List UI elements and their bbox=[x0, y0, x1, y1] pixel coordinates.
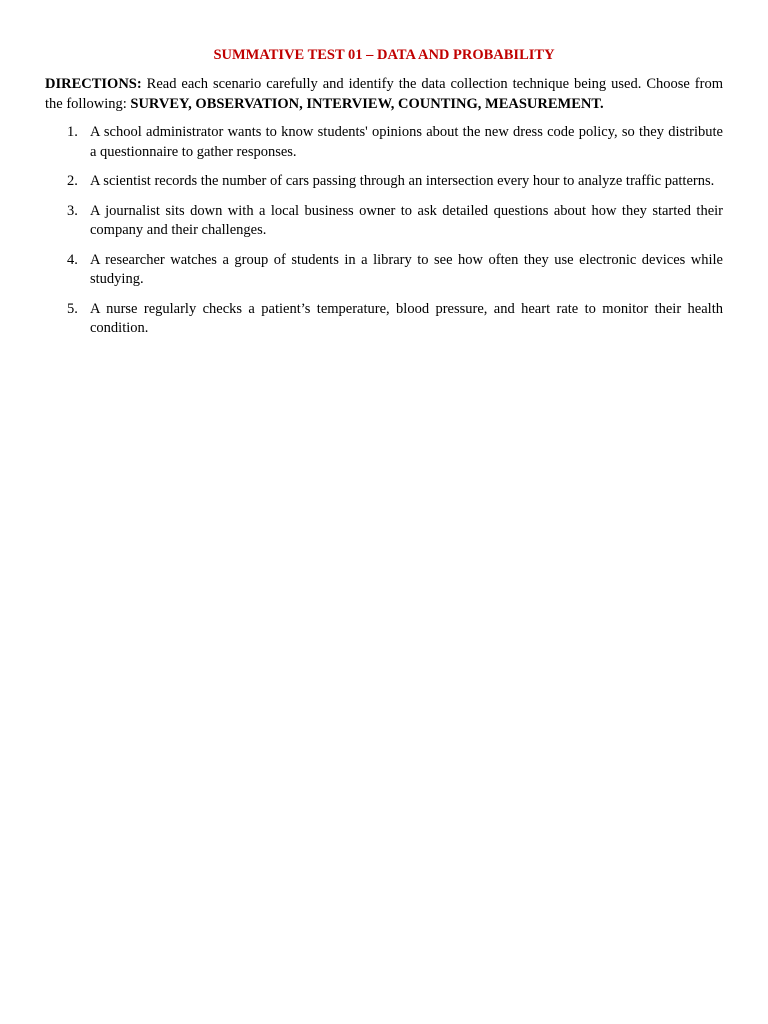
directions-label: DIRECTIONS: bbox=[45, 76, 142, 92]
list-item bbox=[45, 172, 723, 192]
item-number: 4. bbox=[67, 251, 78, 268]
item-text: A researcher watches a group of students in a library to see how often they use electronic devices while studying. bbox=[90, 251, 723, 287]
page-title: SUMMATIVE TEST 01 – DATA AND PROBABILITY bbox=[213, 47, 555, 63]
item-number: 1. bbox=[67, 124, 78, 140]
item-text: A scientist records the number of cars passing through an intersection every hour to analyze traffic patterns. bbox=[90, 173, 715, 189]
directions-text: Read each scenario carefully and identify the data collection technique being used. Choose from the following: bbox=[45, 76, 723, 112]
item-text: A nurse regularly checks a patient’s temperature, blood pressure, and heart rate to monitor their health condition. bbox=[90, 300, 723, 336]
item-number: 3. bbox=[67, 202, 78, 219]
list-item bbox=[45, 300, 723, 339]
list-item bbox=[45, 251, 723, 290]
list-item bbox=[45, 202, 723, 241]
item-number: 2. bbox=[67, 173, 78, 189]
item-text: A journalist sits down with a local business owner to ask detailed questions about how they started their company and their challenges. bbox=[90, 202, 723, 238]
directions-paragraph bbox=[45, 75, 723, 114]
directions-options: SURVEY, OBSERVATION, INTERVIEW, COUNTING, MEASUREMENT. bbox=[130, 95, 604, 112]
item-text: A school administrator wants to know students' opinions about the new dress code policy, so they distribute a questionnaire to gather responses. bbox=[90, 124, 723, 160]
list-item bbox=[45, 123, 723, 162]
question-list bbox=[45, 123, 723, 339]
item-number: 5. bbox=[67, 300, 78, 317]
